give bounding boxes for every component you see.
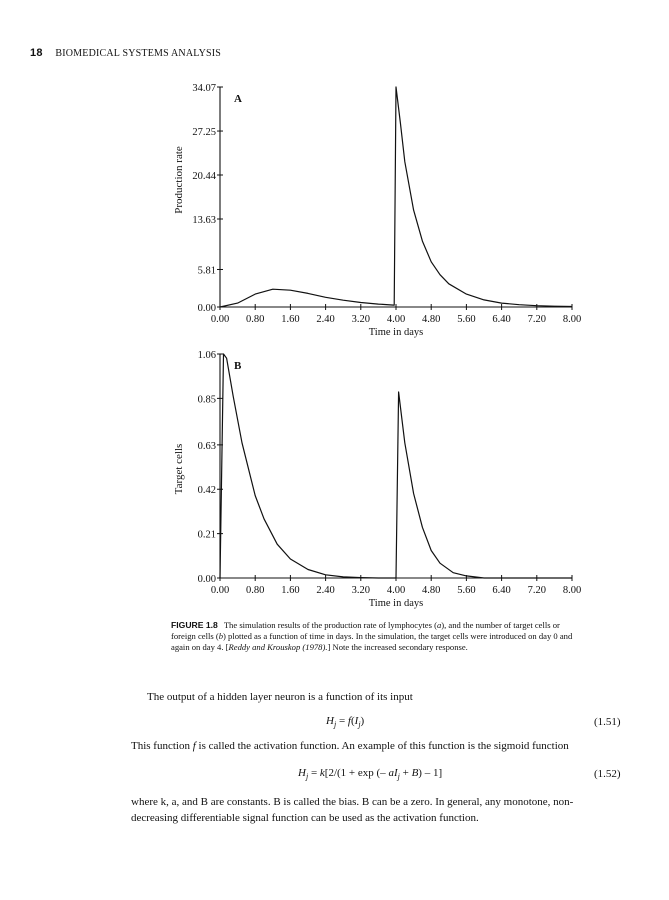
y-tick-label: 0.00 [197,303,216,314]
page-number: 18 [30,47,43,59]
x-axis-label: Time in days [368,598,424,609]
x-tick-label: 4.80 [422,314,441,325]
eq2-h: H [298,767,306,779]
y-tick-label: 0.85 [197,394,216,406]
x-tick-label: 8.00 [562,585,582,596]
y-tick-label: 34.07 [192,83,216,94]
x-axis-label: Time in days [368,327,424,338]
y-tick-label: 1.06 [197,350,216,361]
caption-text-2: ), and the number of target cells or foreign cells ( [171,620,560,642]
caption-text-3: ) plotted as a function of time in days. In the simulation, the target cells were introduced on day 0 and again on day 4. [ [171,631,573,653]
x-tick-label: 3.20 [351,585,370,596]
eq2-h-sub: j [305,772,309,782]
eq2-part3: ) – 1] [418,767,443,779]
x-tick-label: 5.60 [457,314,476,325]
eq1-f: f [347,715,351,727]
panel-a-production-rate [173,83,581,338]
x-tick-label: 0.00 [210,314,230,325]
eq1-open: ( [350,715,355,727]
y-tick-label: 0.00 [197,574,216,585]
x-tick-label: 7.20 [527,585,546,596]
x-tick-label: 8.00 [562,314,582,325]
eq1-close: ) [360,715,365,727]
equation-number-1-51: (1.51) [594,716,621,728]
caption-a: a [436,620,442,630]
equation-1-51 [326,715,364,729]
eq1-equals: = [336,715,348,727]
x-tick-label: 5.60 [457,585,476,596]
x-tick-label: 1.60 [281,585,300,596]
x-tick-label: 0.00 [210,585,230,596]
series-line [220,87,572,307]
para2-f: f [192,740,196,752]
y-tick-label: 13.63 [192,214,216,226]
x-tick-label: 7.20 [527,314,546,325]
y-tick-label: 5.81 [197,265,216,277]
x-tick-label: 4.80 [422,585,441,596]
eq2-k: k [319,767,325,779]
eq1-h-sub: j [333,720,337,730]
eq1-h: H [326,715,334,727]
panel-label: B [234,360,242,372]
eq2-ai-sub: j [397,772,400,782]
x-tick-label: 6.40 [492,314,511,325]
series-line [220,354,572,578]
caption-reference: Reddy and Krouskop (1978). [228,642,328,653]
x-tick-label: 0.80 [246,585,265,596]
x-tick-label: 6.40 [492,585,511,596]
x-tick-label: 0.80 [246,314,265,325]
y-tick-label: 20.44 [192,171,216,183]
x-tick-label: 3.20 [351,314,370,325]
y-tick-label: 27.25 [192,127,216,139]
eq2-part1: [2/(1 + exp (– [324,767,389,779]
eq2-part2: + [399,767,412,779]
y-axis-label: Target cells [173,443,185,495]
eq2-ai: aI [388,767,398,779]
y-tick-label: 0.63 [197,440,216,452]
running-title: BIOMEDICAL SYSTEMS ANALYSIS [55,48,222,59]
panel-b-target-cells [173,350,581,609]
paragraph-2 [131,738,569,754]
paragraph-1: The output of a hidden layer neuron is a function of its input [147,691,413,703]
caption-label: FIGURE 1.8 [171,620,218,630]
y-tick-label: 0.42 [197,485,216,497]
y-tick-label: 0.21 [197,529,216,541]
caption-text-4: ] Note the increased secondary response. [327,642,468,653]
eq2-equals: = [308,767,320,779]
equation-1-52 [298,767,442,781]
para2-text-a: This function [131,740,193,752]
x-tick-label: 4.00 [386,585,406,596]
x-tick-label: 4.00 [386,314,406,325]
x-tick-label: 1.60 [281,314,300,325]
equation-number-1-52: (1.52) [594,768,621,780]
x-tick-label: 2.40 [316,314,335,325]
paragraph-3-line-2: decreasing differentiable signal function can be used as the activation function. [131,812,479,824]
y-axis-label: Production rate [173,146,185,214]
caption-b: b [218,631,224,642]
para2-text-b: is called the activation function. An example of this function is the sigmoid function [195,740,569,752]
caption-text-1: The simulation results of the production rate of lymphocytes ( [223,620,437,630]
figure-caption [171,620,581,654]
x-tick-label: 2.40 [316,585,335,596]
eq2-b: B [411,767,419,779]
paragraph-3-line-1: where k, a, and B are constants. B is called the bias. B can be a zero. In general, any monotone, non- [131,796,574,808]
eq1-i-sub: j [358,720,361,730]
eq1-i: I [354,715,359,727]
panel-label: A [234,93,242,105]
